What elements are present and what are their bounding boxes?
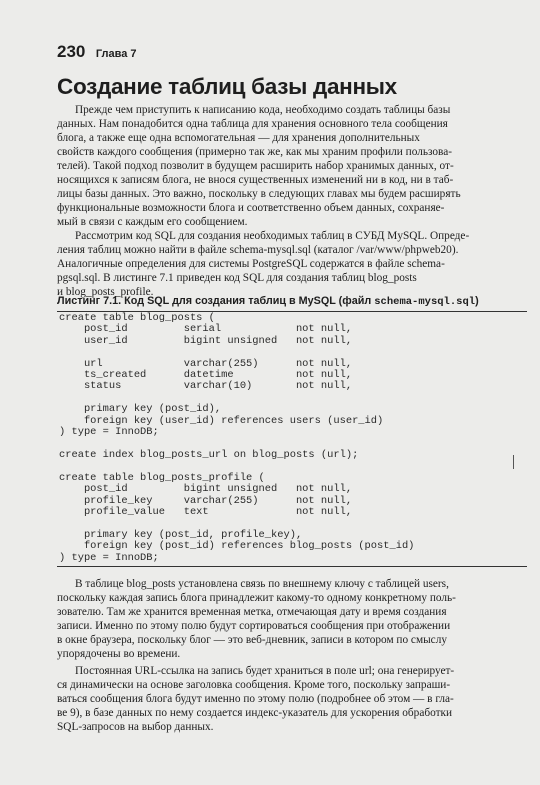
listing-caption bbox=[57, 295, 527, 308]
code-text: create table blog_posts ( post_id serial not null, user_id bigint unsigned not null, url varchar(255) not null, ts_created datetime not null, status varchar(10) not null, primary key (post_id), foreign key (user_id) references users (user_id) ) type = InnoDB; create index blog_posts_url on blog_posts (url); create table blog_posts_profile ( post_id bigint unsigned not null, profile_key varchar(255) not null, profile_value text not null, primary key (post_id, profile_key), foreign key (post_id) references blog_posts (post_id) ) type = InnoDB; bbox=[59, 312, 415, 564]
text-line: Постоянная URL-ссылка на запись будет храниться в поле url; она генерирует- bbox=[75, 665, 455, 677]
text-line: ве 9), в базе данных по нему создается индекс-указатель для ускорения обработки bbox=[57, 707, 453, 719]
text-line: ления таблиц можно найти в файле schema-mysql.sql (каталог /var/www/phpweb20). bbox=[57, 244, 459, 256]
text-line: носящихся к записям блога, не внося существенных изменений ни в код, ни в таб- bbox=[57, 174, 454, 186]
text-line: ваться сообщения блога будут именно по этому полю (подробнее об этом — в гла- bbox=[57, 693, 454, 705]
text-line: записи. Именно по этому полю будут сортироваться сообщения при отображении bbox=[57, 620, 451, 632]
url-paragraph bbox=[57, 664, 527, 734]
text-line: лицы базы данных. Это важно, поскольку в следующих главах мы будем расширять bbox=[57, 188, 461, 200]
margin-mark bbox=[513, 455, 514, 469]
mysql-paragraph bbox=[57, 229, 527, 299]
code-listing bbox=[57, 311, 527, 567]
text-line: данных. Нам понадобится одна таблица для хранения основного тела сообщения bbox=[57, 118, 448, 130]
text-line: и blog_posts_profile. bbox=[57, 286, 154, 298]
text-line: Рассмотрим код SQL для создания необходимых таблиц в СУБД MySQL. Опреде- bbox=[75, 230, 470, 242]
listing-caption-file: schema-mysql.sql bbox=[374, 296, 476, 308]
text-line: упорядочены во времени. bbox=[57, 648, 181, 660]
intro-paragraph bbox=[57, 103, 527, 229]
chapter-label: Глава 7 bbox=[95, 48, 137, 60]
text-line: в окне браузера, поскольку блог — это веб-дневник, записи в котором по смыслу bbox=[57, 634, 447, 646]
text-line: Аналогичные определения для системы PostgreSQL содержатся в файле schema- bbox=[57, 258, 445, 270]
text-line: свойств каждого сообщения (примерно так же, как мы храним профили пользова- bbox=[57, 146, 453, 158]
listing-caption-prefix: Листинг 7.1. Код SQL для создания таблиц в MySQL (файл bbox=[57, 295, 375, 307]
text-line: поскольку каждая запись блога принадлежит какому-то одному конкретному поль- bbox=[57, 592, 456, 604]
page-number: 230 bbox=[57, 42, 86, 61]
text-line: функциональные возможности блога и соответственно объем данных, сохраняе- bbox=[57, 202, 445, 214]
section-title: Создание таблиц базы данных bbox=[57, 74, 397, 99]
foreign-key-paragraph bbox=[57, 577, 527, 661]
text-line: блога, а также еще одна вспомогательная — для хранения дополнительных bbox=[57, 132, 420, 144]
text-line: Прежде чем приступить к написанию кода, необходимо создать таблицы базы bbox=[75, 104, 451, 116]
text-line: pgsql.sql. В листинге 7.1 приведен код SQL для создания таблиц blog_posts bbox=[57, 272, 417, 284]
page-header bbox=[57, 42, 137, 62]
listing-caption-suffix: ) bbox=[475, 295, 479, 307]
text-line: SQL-запросов на выбор данных. bbox=[57, 721, 214, 733]
text-line: зователю. Там же хранится временная метка, отмечающая дату и время создания bbox=[57, 606, 447, 618]
text-line: мый в связи с каждым его сообщением. bbox=[57, 216, 248, 228]
text-line: В таблице blog_posts установлена связь по внешнему ключу с таблицей users, bbox=[75, 578, 449, 590]
text-line: ся динамически на основе заголовка сообщения. Кроме того, поскольку запраши- bbox=[57, 679, 451, 691]
text-line: телей). Такой подход позволит в будущем расширить набор хранимых данных, от- bbox=[57, 160, 454, 172]
